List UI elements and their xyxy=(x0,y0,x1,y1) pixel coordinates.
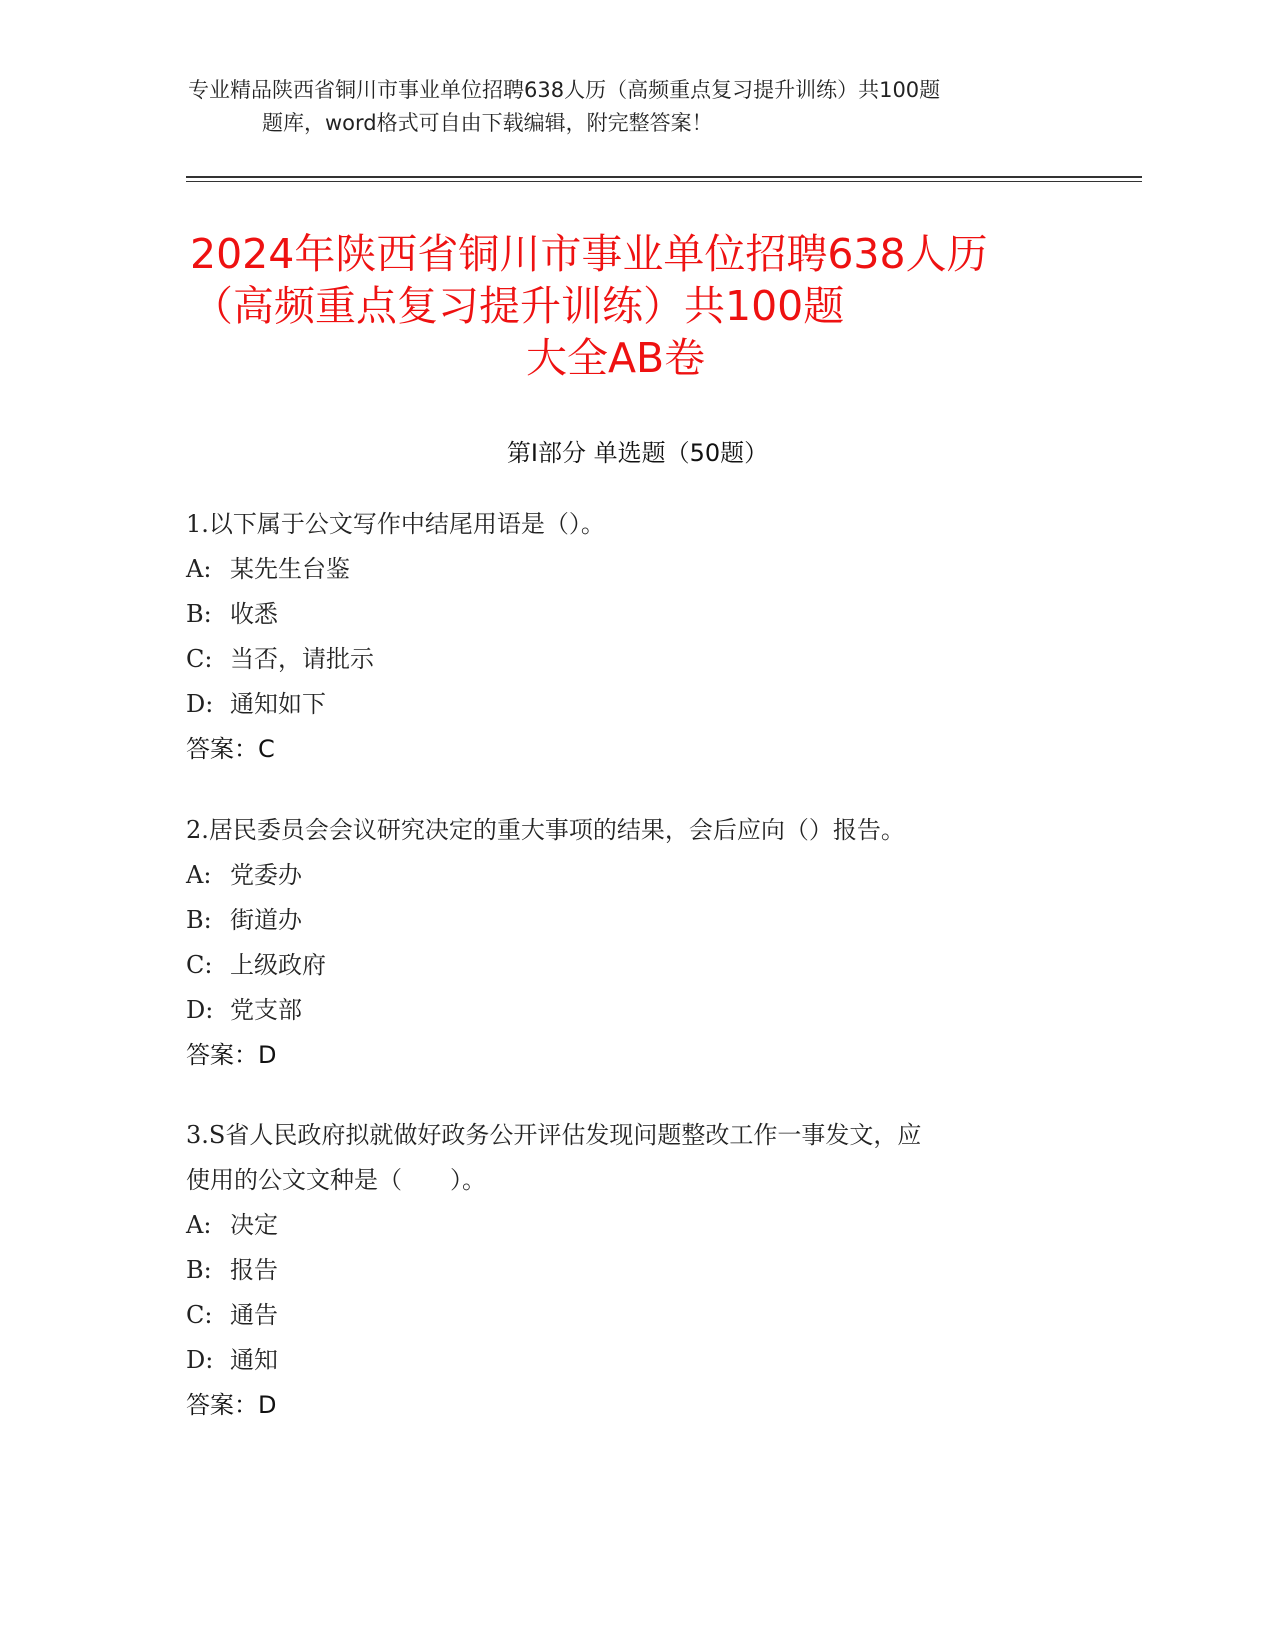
document-title xyxy=(190,228,1090,384)
option-d xyxy=(186,988,1086,1033)
option-text: 通知如下 xyxy=(230,690,326,718)
question-3 xyxy=(186,1113,1086,1428)
header-line-1: 专业精品陕西省铜川市事业单位招聘638人历（高频重点复习提升训练）共100题 xyxy=(188,78,941,102)
title-line-1: 2024年陕西省铜川市事业单位招聘638人历 xyxy=(190,230,988,278)
question-1 xyxy=(186,502,1086,772)
option-c xyxy=(186,1293,1086,1338)
option-a xyxy=(186,853,1086,898)
option-label: C: xyxy=(186,1301,213,1329)
option-a xyxy=(186,547,1086,592)
document-header xyxy=(188,74,1088,140)
option-label: B: xyxy=(186,600,212,628)
header-line-2: 题库，word格式可自由下载编辑，附完整答案！ xyxy=(262,111,713,135)
option-label: D: xyxy=(186,1346,214,1374)
option-label: A: xyxy=(186,861,212,889)
option-text: 收悉 xyxy=(230,600,278,628)
option-text: 当否，请批示 xyxy=(230,645,374,673)
answer: 答案：D xyxy=(186,1041,277,1069)
section-heading: 第Ⅰ部分 单选题（50题） xyxy=(506,439,769,467)
answer: 答案：C xyxy=(186,735,275,763)
option-d xyxy=(186,1338,1086,1383)
question-stem: 3.S省人民政府拟就做好政务公开评估发现问题整改工作一事发文，应 xyxy=(186,1121,922,1149)
option-label: D: xyxy=(186,690,214,718)
option-label: A: xyxy=(186,1211,212,1239)
option-label: C: xyxy=(186,951,213,979)
title-line-2: （高频重点复习提升训练）共100题 xyxy=(192,282,845,330)
option-text: 报告 xyxy=(230,1256,278,1284)
option-text: 街道办 xyxy=(230,906,302,934)
question-stem: 1.以下属于公文写作中结尾用语是（）。 xyxy=(186,510,605,538)
option-label: B: xyxy=(186,1256,212,1284)
option-text: 某先生台鉴 xyxy=(230,555,350,583)
header-divider-thick xyxy=(186,176,1142,178)
option-text: 党支部 xyxy=(230,996,302,1024)
option-text: 通知 xyxy=(230,1346,278,1374)
option-c xyxy=(186,943,1086,988)
option-b xyxy=(186,1248,1086,1293)
option-a xyxy=(186,1203,1086,1248)
option-label: D: xyxy=(186,996,214,1024)
question-2 xyxy=(186,808,1086,1078)
question-stem: 2.居民委员会会议研究决定的重大事项的结果，会后应向（）报告。 xyxy=(186,816,905,844)
option-label: C: xyxy=(186,645,213,673)
answer: 答案：D xyxy=(186,1391,277,1419)
option-b xyxy=(186,898,1086,943)
option-c xyxy=(186,637,1086,682)
option-b xyxy=(186,592,1086,637)
option-label: B: xyxy=(186,906,212,934)
title-line-3: 大全AB卷 xyxy=(526,334,706,382)
option-text: 党委办 xyxy=(230,861,302,889)
question-stem-continued: 使用的公文文种是（ ）。 xyxy=(186,1166,486,1194)
option-text: 通告 xyxy=(230,1301,278,1329)
option-text: 决定 xyxy=(230,1211,278,1239)
option-d xyxy=(186,682,1086,727)
header-divider-thin xyxy=(186,181,1142,182)
option-text: 上级政府 xyxy=(230,951,326,979)
option-label: A: xyxy=(186,555,212,583)
